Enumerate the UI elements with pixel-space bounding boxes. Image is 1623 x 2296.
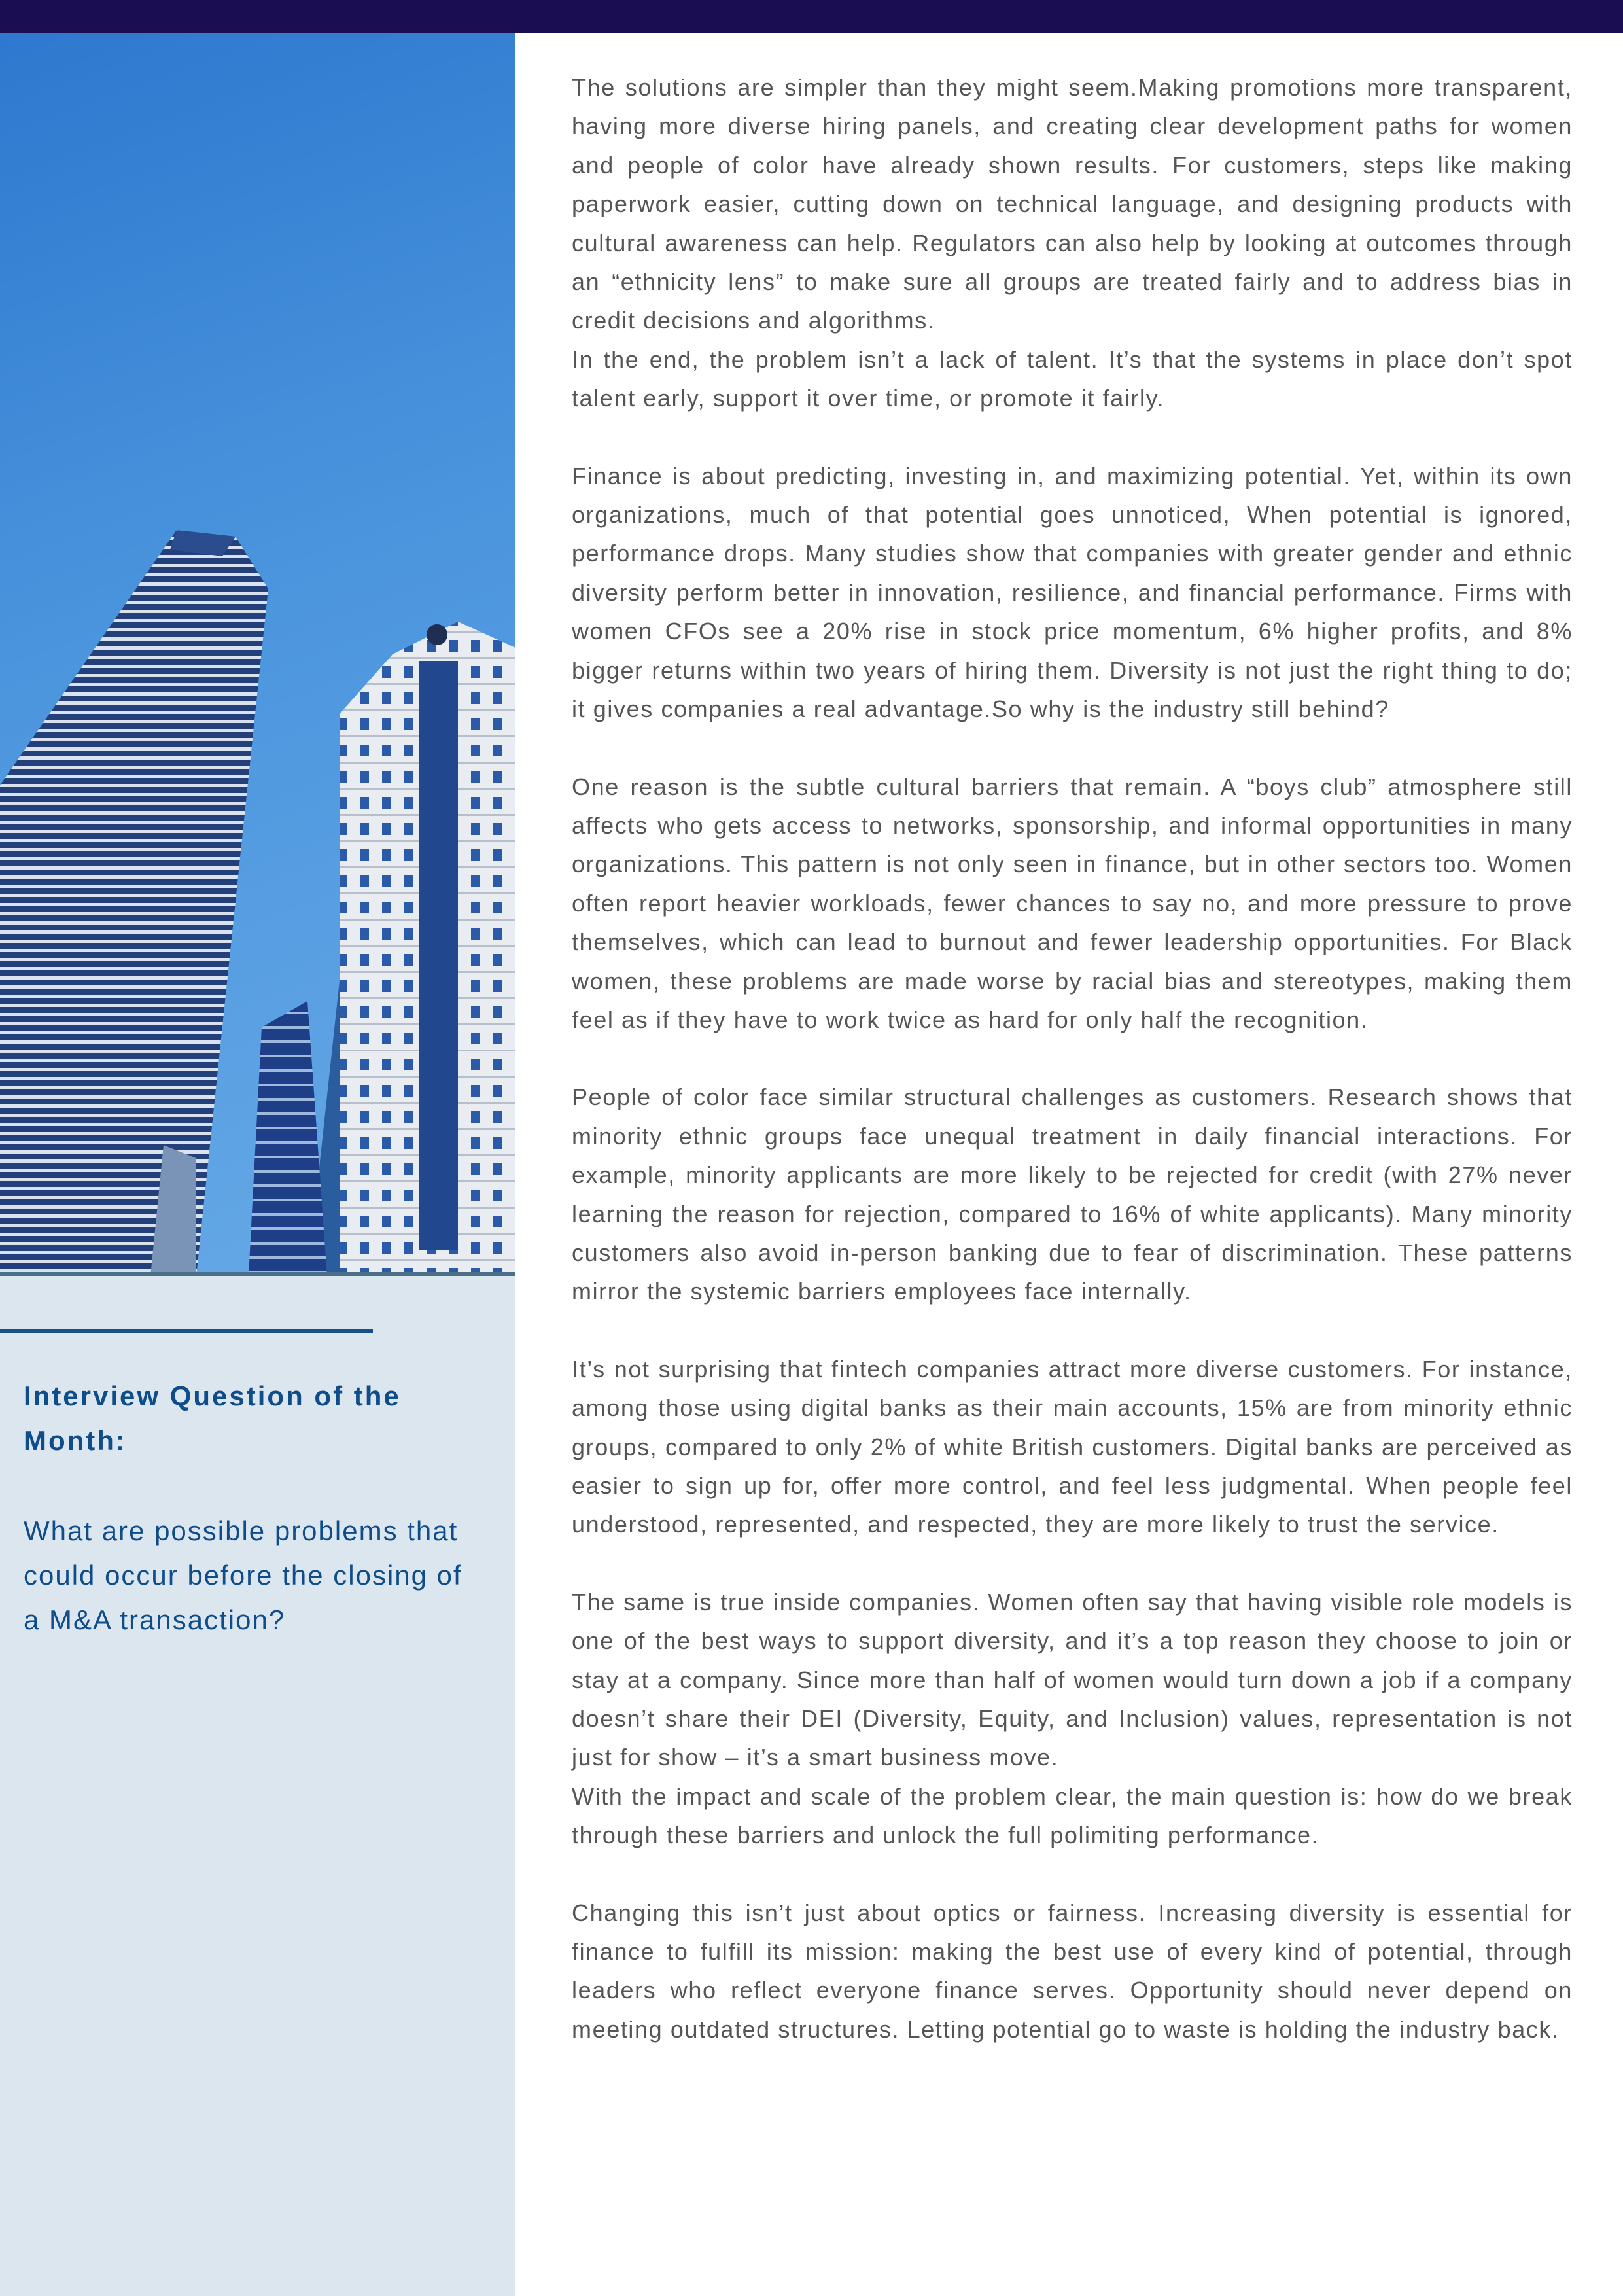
article-paragraph [572, 768, 1573, 1040]
accent-divider [0, 1329, 373, 1333]
paragraph-line: One reason is the subtle cultural barriers that remain. A “boys club” atmosphere still affects who gets access to networks, sponsorship, and informal opportunities in many organizations. This pattern is not only seen in finance, but in other sectors too. Women often report heavier workloads, fewer chances to say no, and more pressure to prove themselves, which can lead to burnout and fewer leadership opportunities. For Black women, these problems are made worse by racial bias and stereotypes, making them feel as if they have to work twice as hard for only half the recognition. [572, 773, 1573, 1033]
article-paragraph [572, 1078, 1573, 1311]
article-paragraph [572, 1894, 1573, 2049]
paragraph-line: With the impact and scale of the problem clear, the main question is: how do we break through these barriers and unlock the full polimiting performance. [572, 1782, 1573, 1849]
article-paragraph [572, 1350, 1573, 1544]
skyscrapers-photo [0, 33, 515, 1276]
paragraph-line: The same is true inside companies. Women often say that having visible role models is one of the best ways to support diversity, and it’s a top reason they choose to join or stay at a company. Since more than half of women would turn down a job if a company doesn’t share their DEI (Diversity, Equity, and Inclusion) values, representation is not just for show – it’s a smart business move. [572, 1588, 1573, 1771]
interview-question: What are possible problems that could occur before the closing of a M&A transaction? [24, 1515, 462, 1635]
article-body [572, 68, 1573, 2087]
article-paragraph [572, 457, 1573, 729]
paragraph-line: In the end, the problem isn’t a lack of talent. It’s that the systems in place don’t spot talent early, support it over time, or promote it fairly. [572, 345, 1573, 412]
top-bar [0, 0, 1623, 33]
photo-bottom-border [0, 1272, 515, 1276]
article-paragraph [572, 1583, 1573, 1855]
paragraph-line: People of color face similar structural challenges as customers. Research shows that minority ethnic groups face unequal treatment in daily financial interactions. For example, minority applicants are more likely to be rejected for credit (with 27% never learning the reason for rejection, compared to 16% of white applicants). Many minority customers also avoid in-person banking due to fear of discrimination. These patterns mirror the systemic barriers employees face internally. [572, 1084, 1573, 1305]
paragraph-line: The solutions are simpler than they might seem.Making promotions more transparent, having more diverse hiring panels, and creating clear development paths for women and people of color have already shown results. For customers, steps like making paperwork easier, cutting down on technical language, and designing products with cultural awareness can help. Regulators can also help by looking at outcomes through an “ethnicity lens” to make sure all groups are treated fairly and to address bias in credit decisions and algorithms. [572, 74, 1573, 334]
question-heading: Interview Question of the Month: [24, 1381, 401, 1456]
article-paragraph [572, 68, 1573, 418]
paragraph-line: Finance is about predicting, investing in, and maximizing potential. Yet, within its own organizations, much of that potential goes unnoticed, When potential is ignored, performance drops. Many studies show that companies with greater gender and ethnic diversity perform better in innovation, resilience, and financial performance. Firms with women CFOs see a 20% rise in stock price momentum, 6% higher profits, and 8% bigger returns within two years of hiring them. Diversity is not just the right thing to do; it gives companies a real advantage.So why is the industry still behind? [572, 462, 1573, 723]
paragraph-line: It’s not surprising that fintech companies attract more diverse customers. For instance, among those using digital banks as their main accounts, 15% are from minority ethnic groups, compared to only 2% of white British customers. Digital banks are perceived as easier to sign up for, offer more control, and feel less judgmental. When people feel understood, represented, and respected, they are more likely to trust the service. [572, 1355, 1573, 1538]
paragraph-line: Changing this isn’t just about optics or fairness. Increasing diversity is essential for finance to fulfill its mission: making the best use of every kind of potential, through leaders who reflect everyone finance serves. Opportunity should never depend on meeting outdated structures. Letting potential go to waste is holding the industry back. [572, 1899, 1573, 2043]
